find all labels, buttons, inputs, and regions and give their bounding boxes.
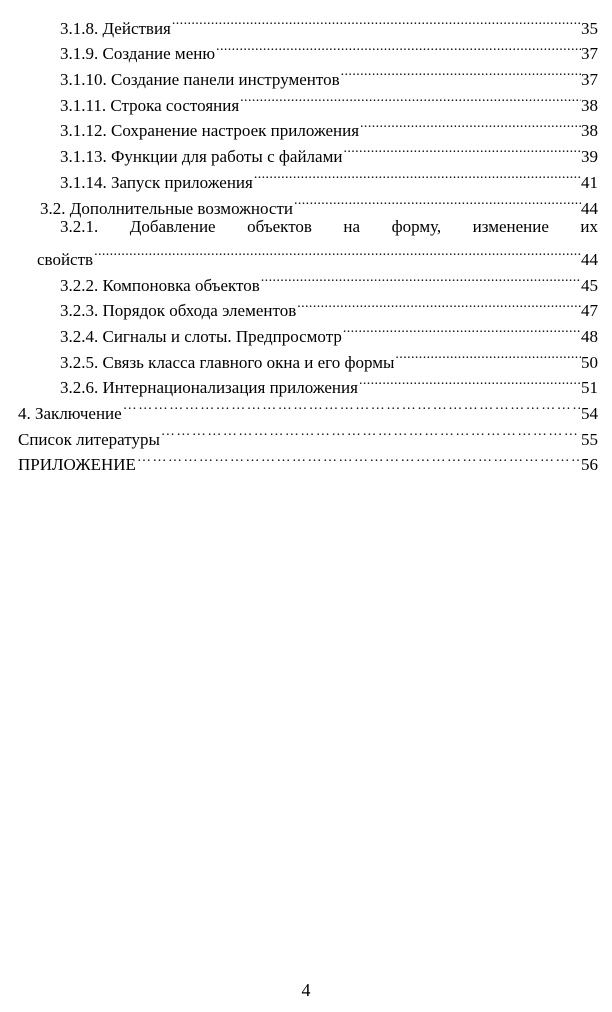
toc-entry-title: свойств — [37, 247, 94, 273]
toc-entry-title: 3.2.6. Интернационализация приложения — [60, 375, 359, 401]
toc-word: на — [343, 216, 361, 236]
toc-leader-dots — [360, 111, 581, 137]
toc-entry-page: 56 — [581, 452, 598, 478]
toc-leader-dots — [216, 34, 581, 60]
toc-leader-dots — [297, 291, 581, 317]
toc-leader-dots — [94, 239, 581, 265]
toc-entry-page: 45 — [581, 273, 598, 299]
toc-word: их — [580, 216, 598, 236]
toc-entry-page: 41 — [581, 170, 598, 196]
toc-entry-page: 44 — [581, 196, 598, 222]
toc-entry — [0, 188, 612, 218]
toc-entry — [0, 34, 612, 64]
toc-leader-dots — [161, 419, 581, 445]
toc-entry — [0, 393, 612, 423]
toc-entry — [0, 368, 612, 398]
toc-entry — [0, 162, 612, 192]
toc-entry-title: 3.1.8. Действия — [60, 16, 172, 42]
toc-leader-dots — [343, 136, 581, 162]
toc-entry — [0, 239, 612, 269]
toc-entry-title: 3.2.5. Связь класса главного окна и его формы — [60, 350, 395, 376]
toc-entry-title: 3.1.14. Запуск приложения — [60, 170, 254, 196]
toc-entry — [0, 111, 612, 141]
toc-word: форму, — [391, 216, 442, 236]
toc-entry-title: 3.1.9. Создание меню — [60, 41, 216, 67]
toc-entry-title: Список литературы — [18, 427, 161, 453]
toc-entry-title: 3.1.10. Создание панели инструментов — [60, 67, 341, 93]
toc-entry-page: 47 — [581, 298, 598, 324]
toc-entry-page: 38 — [581, 118, 598, 144]
toc-entry-title: 3.1.12. Сохранение настроек приложения — [60, 118, 360, 144]
toc-entry-page: 48 — [581, 324, 598, 350]
toc-entry-page: 39 — [581, 144, 598, 170]
toc-leader-dots — [359, 368, 581, 394]
toc-entry-page: 35 — [581, 16, 598, 42]
toc-entry-page: 37 — [581, 67, 598, 93]
toc-word: Добавление — [129, 216, 216, 236]
toc-entry-title: 3.2. Дополнительные возможности — [40, 196, 294, 222]
toc-leader-dots — [240, 85, 581, 111]
toc-entry-page: 50 — [581, 350, 598, 376]
toc-entry-page: 54 — [581, 401, 598, 427]
toc-word: 3.2.1. — [60, 216, 99, 236]
toc-word: изменение — [472, 216, 549, 236]
toc-entry — [0, 419, 612, 449]
toc-leader-dots — [172, 8, 581, 34]
toc-entry — [0, 342, 612, 372]
toc-entry — [0, 445, 612, 475]
toc-entry-title: 3.2.3. Порядок обхода элементов — [60, 298, 297, 324]
toc-entry — [0, 136, 612, 167]
toc-leader-dots — [343, 316, 581, 342]
toc-leader-dots — [123, 393, 581, 419]
toc-entry-page: 37 — [581, 41, 598, 67]
toc-entry — [0, 291, 612, 321]
toc-entry-title: 3.1.13. Функции для работы с файлами — [60, 144, 343, 170]
toc-entry — [0, 8, 612, 38]
toc-entry — [0, 59, 612, 90]
table-of-contents — [0, 8, 612, 475]
toc-entry-title: 4. Заключение — [18, 401, 123, 427]
toc-leader-dots — [294, 188, 581, 214]
toc-entry-wrapped-line — [0, 214, 612, 240]
toc-leader-dots — [261, 265, 581, 291]
toc-leader-dots — [137, 445, 581, 471]
toc-entry-page: 44 — [581, 247, 598, 273]
page-number: 4 — [301, 980, 311, 1000]
toc-entry-title: 3.2.4. Сигналы и слоты. Предпросмотр — [60, 324, 343, 350]
toc-leader-dots — [254, 162, 581, 188]
toc-entry-title: 3.1.11. Строка состояния — [60, 93, 240, 119]
toc-entry — [0, 265, 612, 295]
toc-entry-page: 38 — [581, 93, 598, 119]
toc-word: объектов — [247, 216, 312, 236]
toc-entry-page: 55 — [581, 427, 598, 453]
toc-entry — [0, 316, 612, 346]
toc-entry-page: 51 — [581, 375, 598, 401]
toc-leader-dots — [395, 342, 581, 368]
toc-entry — [0, 85, 612, 115]
toc-entry-title: ПРИЛОЖЕНИЕ — [18, 452, 137, 478]
toc-entry-title: 3.2.2. Компоновка объектов — [60, 273, 261, 299]
toc-leader-dots — [341, 59, 581, 85]
